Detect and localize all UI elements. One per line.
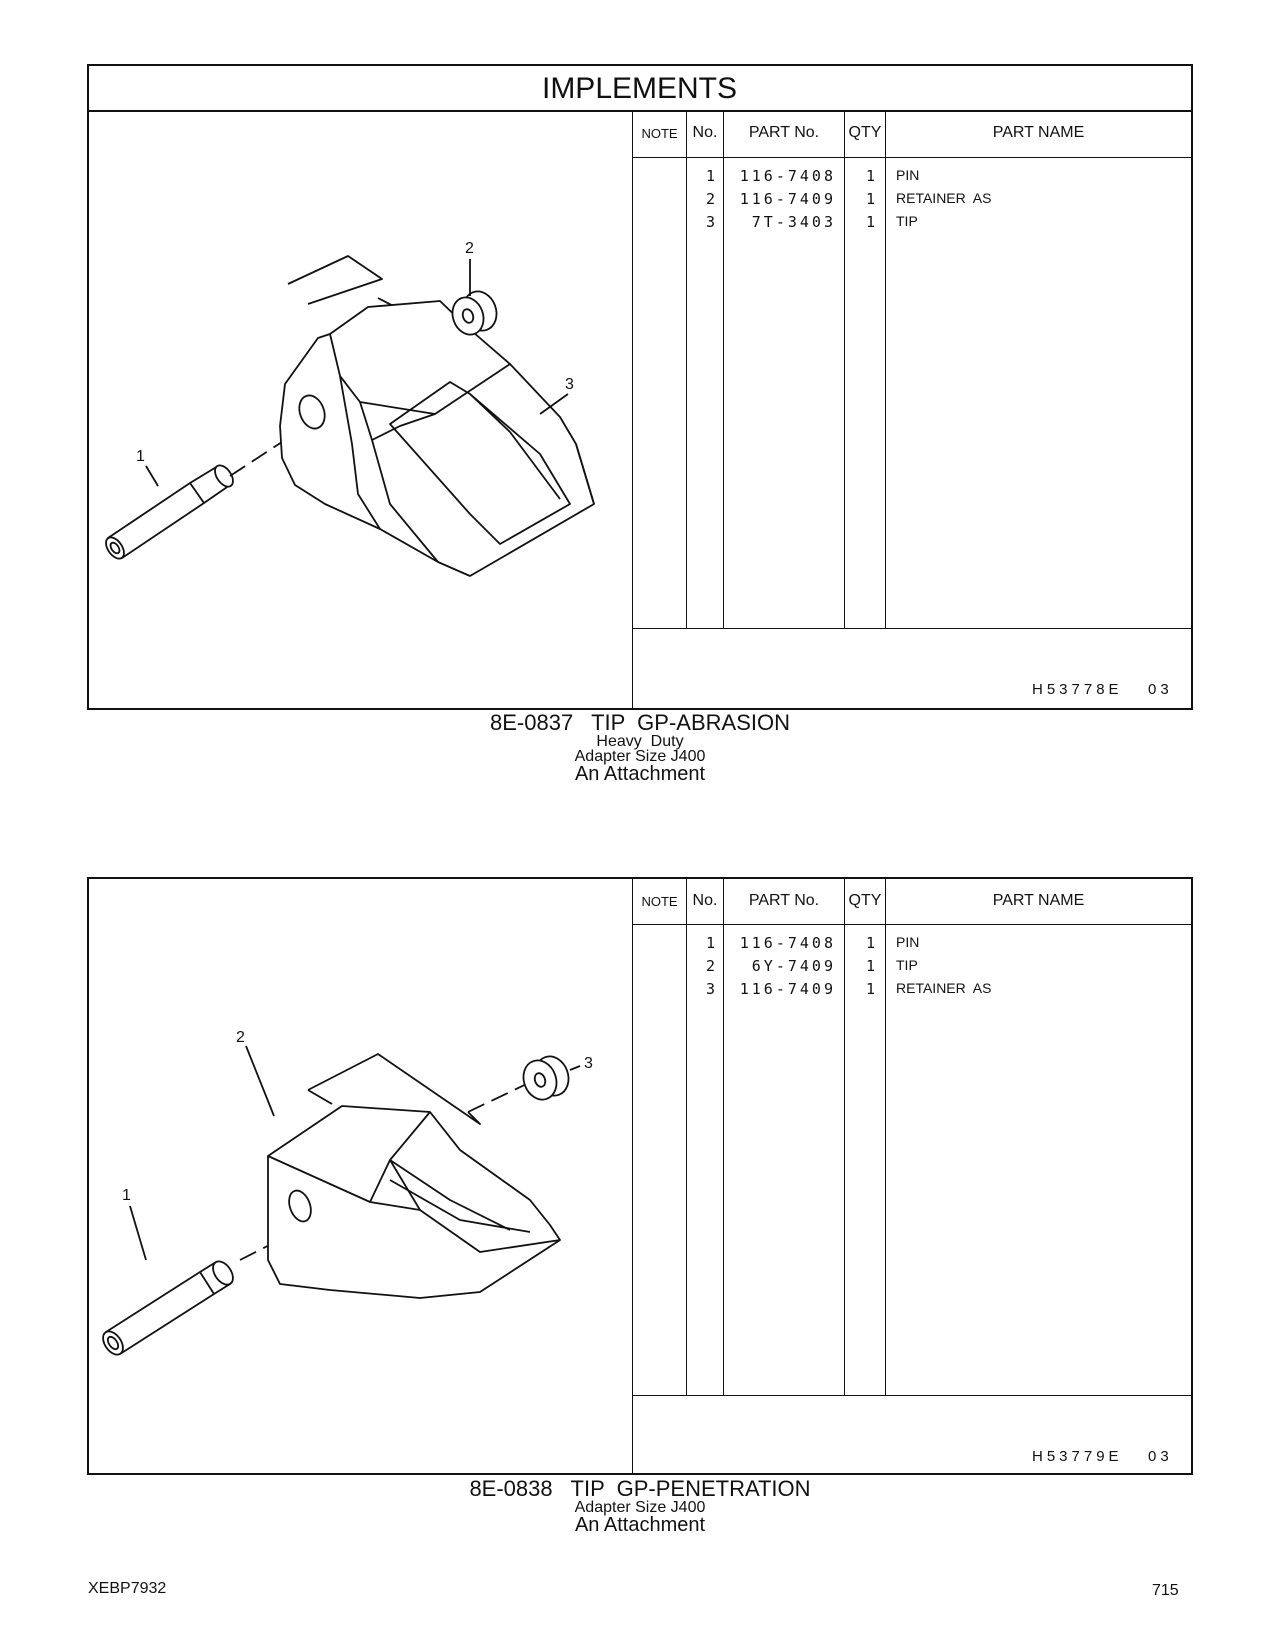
header-no: No. — [692, 892, 718, 909]
row-quantity: 1 — [865, 980, 875, 998]
header-note: NOTE — [641, 894, 678, 909]
divider — [686, 111, 687, 628]
header-no: No. — [692, 124, 718, 141]
callout-2: 2 — [236, 1029, 245, 1046]
callout-3: 3 — [565, 376, 574, 393]
row-part-name: TIP — [896, 213, 918, 229]
section-title: IMPLEMENTS — [88, 66, 1191, 112]
divider — [885, 878, 886, 1395]
row-quantity: 1 — [865, 957, 875, 975]
row-number: 3 — [705, 213, 715, 231]
row-part-name: PIN — [896, 167, 920, 183]
illustration-reference: H53779E — [1032, 1448, 1123, 1465]
revision-number: 03 — [1148, 681, 1173, 698]
tip-penetration-illustration — [90, 880, 630, 1472]
row-part-number: 6Y-7409 — [751, 957, 836, 975]
divider — [844, 111, 845, 628]
row-quantity: 1 — [865, 190, 875, 208]
document-id: XEBP7932 — [88, 1580, 167, 1597]
row-part-name: RETAINER AS — [896, 190, 992, 206]
row-number: 3 — [705, 980, 715, 998]
page-number: 715 — [1152, 1582, 1179, 1599]
header-qty: QTY — [848, 892, 882, 909]
caption-line: Adapter Size J400 — [574, 748, 706, 765]
revision-number: 03 — [1148, 1448, 1173, 1465]
caption-title: 8E-0837 TIP GP-ABRASION — [490, 710, 790, 735]
caption-title: 8E-0838 TIP GP-PENETRATION — [469, 1476, 811, 1501]
divider — [632, 1395, 1191, 1396]
header-part-name: PART NAME — [992, 124, 1085, 141]
row-part-number: 7T-3403 — [751, 213, 836, 231]
header-part-no: PART No. — [748, 892, 820, 909]
callout-1: 1 — [122, 1187, 131, 1204]
row-number: 2 — [705, 957, 715, 975]
callout-1: 1 — [136, 448, 145, 465]
divider — [686, 878, 687, 1395]
divider — [885, 111, 886, 628]
caption-line: Adapter Size J400 — [574, 1499, 706, 1516]
row-quantity: 1 — [865, 167, 875, 185]
caption-attachment: An Attachment — [574, 763, 706, 785]
divider — [632, 878, 633, 1474]
divider — [723, 111, 724, 628]
caption-attachment: An Attachment — [574, 1514, 706, 1536]
callout-3: 3 — [584, 1055, 593, 1072]
row-part-name: RETAINER AS — [896, 980, 992, 996]
header-part-no: PART No. — [748, 124, 820, 141]
divider — [632, 111, 633, 709]
row-part-name: PIN — [896, 934, 920, 950]
callout-2: 2 — [465, 240, 474, 257]
tip-abrasion-illustration — [90, 114, 630, 708]
row-part-number: 116-7409 — [739, 190, 836, 208]
row-number: 1 — [705, 167, 715, 185]
header-note: NOTE — [641, 126, 678, 141]
caption-line: Heavy Duty — [596, 733, 684, 750]
caption-block-1 — [340, 712, 940, 784]
row-number: 2 — [705, 190, 715, 208]
divider — [632, 628, 1191, 629]
caption-block-2 — [340, 1478, 940, 1535]
row-part-number: 116-7409 — [739, 980, 836, 998]
row-quantity: 1 — [865, 934, 875, 952]
divider — [844, 878, 845, 1395]
row-part-name: TIP — [896, 957, 918, 973]
divider — [632, 157, 1191, 158]
header-part-name: PART NAME — [992, 892, 1085, 909]
illustration-reference: H53778E — [1032, 681, 1123, 698]
row-quantity: 1 — [865, 213, 875, 231]
divider — [723, 878, 724, 1395]
row-number: 1 — [705, 934, 715, 952]
row-part-number: 116-7408 — [739, 934, 836, 952]
row-part-number: 116-7408 — [739, 167, 836, 185]
header-qty: QTY — [848, 124, 882, 141]
divider — [632, 924, 1191, 925]
